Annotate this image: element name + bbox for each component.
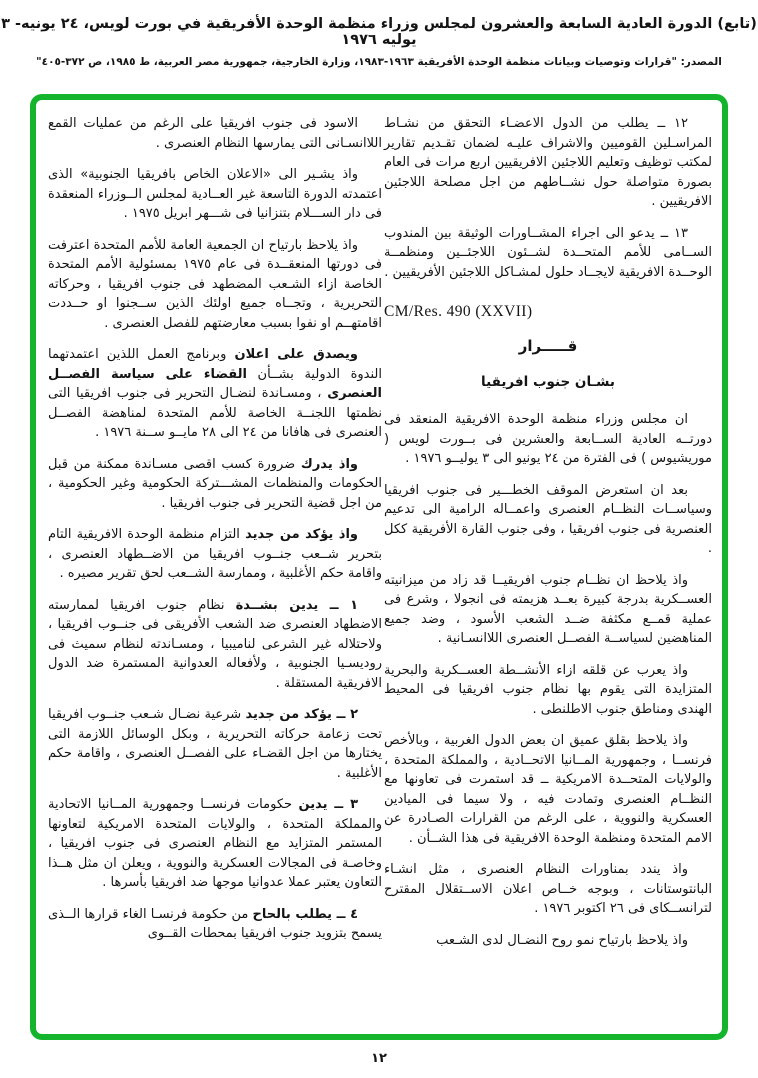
text-run: واذ يلاحظ ان نظــام جنوب افريقيــا قد زاد من ميزانيته العســكرية بدرجة كبيرة بعــد هزيمته فى انجولا ، وشرع فى عملية قمــع مكثفة ضــد الشعب الأسود ، وضد جميع المناهضين لسياســة الفصــل العنصرى اللاانسـانية . [384, 572, 712, 646]
preamble-council [384, 410, 712, 469]
preamble-un-general-assembly [48, 236, 382, 334]
text-run: وبرنامج العمل اللذين اعتمدتهما الندوة الدولية بشــأن [48, 347, 382, 382]
text-run: واذ يلاحظ بارتياح ان الجمعية العامة للأمم المتحدة اعترفت فى دورتها المنعقــدة فى عام ١٩٧٥ بمسئولية الأمم المتحدة الخاصة ازاء الشـعب المضطهد فى جنوب افريقيا ، وحركاته التحريرية ، وتجــاه جميع اولئك الذين ســجنوا او حــددت اقامتهــم او نفوا بسبب معارضتهم للفصل العنصرى . [48, 237, 382, 331]
text-run: CM/Res. 490 (XXVII) [384, 303, 533, 320]
preamble-military-budget [384, 571, 712, 649]
preamble-declaration-southern-africa [48, 165, 382, 224]
column-right [384, 114, 712, 962]
bold-text-run: واذ يؤكد من جديد [245, 527, 359, 542]
preamble-struggle-spirit [384, 931, 712, 951]
text-run: ان مجلس وزراء منظمة الوحدة الافريقية المنعقد فى دورتــه العادية الســابعة والعشرين فى بــورت لويس ( موريشيوس ) فى الفترة من ٢٤ يونيو الى ٣ يوليــو ١٩٧٦ . [384, 412, 712, 466]
content-frame [30, 94, 728, 1040]
text-run: من حكومة فرنسـا الغاء قرارها الــذى يسمح بتزويد جنوب افريقيا بمحطات القــوى [48, 906, 382, 941]
operative-3 [48, 795, 382, 893]
bold-text-run: ٢ ــ يؤكد من جديد [245, 707, 358, 722]
bold-text-run: القضاء على سياسة الفصــل العنصرى [48, 366, 382, 401]
text-run: ، ومسـاندة لنضـال التحرير فى جنوب افريقيا التى نظمتها اللجنــة الخاصة للأمم المتحدة لمناهضة الفصــل العنصرى فى هافانا من ٢٤ الى ٢٨ مايــو ســنة ١٩٧٦ . [48, 386, 382, 440]
text-run: التزام منظمة الوحدة الافريقية التام بتحرير شــعب جنــوب افريقيا من الاضــطهاد العنصرى ، واقامة حكم الأغلبية ، وممارسة الشــعب لحق تقرير مصيره . [48, 527, 382, 581]
header-source-line: المصدر: "قرارات وتوصيات وبيانات منظمة الوحدة الأفريقية ١٩٦٣-١٩٨٣، وزارة الخارجية، جمهورية مصر العربية، ط ١٩٨٥، ص ٣٧٢-٤٠٥" [36, 56, 722, 68]
text-run: حكومات فرنســا وجمهورية المــانيا الاتحادية والمملكة المتحدة ، والولايات المتحدة الامريكية لتعاونها المستمر المتزايد مع النظام العنصرى فى جنوب افريقيا ، وخاصـة فى المجالات العسكرية والنووية ، ويعلن ان مثل هــذا التعاون يعتبر عملا عدوانيا موجها ضد افريقيا بأسرها . [48, 797, 382, 890]
resolution-reference [384, 300, 712, 323]
bold-text-run: ٣ ــ يدين [298, 797, 358, 812]
text-run: ١٣ ــ يدعو الى اجراء المشــاورات الوثيقة بين المندوب الســامى للأمم المتحــدة لشــئون اللاجئــين ومنظمــة الوحــدة الافريقية لايجــاد حلول لمشـاكل اللاجئين الأفريقيين . [384, 225, 712, 280]
preamble-review [384, 481, 712, 559]
preamble-oau-commitment [48, 525, 382, 584]
preamble-support-need [48, 455, 382, 514]
text-run: ضرورة كسب اقصى مسـاندة ممكنة من قبل الحكومات والمنظمات المشـــتركة الحكومية وغير الحكومية ، من اجل قضية التحرير فى جنوب افريقيا . [48, 456, 382, 511]
text-run: واذ يلاحظ بارتياح نمو روح النضـال لدى الشـعب [436, 932, 688, 948]
text-run: واذ يشـير الى «الاعلان الخاص بافريقيا الجنوبية» الذى اعتمدته الدورة التاسعة غير العــادية لمجلس الــوزراء المنعقدة فى دار الســـلام بتنزانيا فى شـــهر ابريل ١٩٧٥ . [48, 167, 382, 221]
preamble-naval-activities [384, 661, 712, 720]
preamble-bantustans [384, 860, 712, 919]
page-header [0, 16, 758, 68]
resolution-subject [384, 372, 712, 392]
text-run: شرعية نضـال شـعب جنــوب افريقيا تحت زعامة حركاته التحريرية ، وبكل الوسائل اللازمة التى يختارها من اجل القضـاء على الفصــل العنصرى ، واقامة حكم الأغلبية . [48, 707, 382, 781]
text-run: واذ يندد بمناورات النظام العنصرى ، مثل انشـاء البانتوستانات ، وبوجه خــاص اعلان الاســتقلال المقترح لترانســكاى فى ٢٦ اكتوبر ١٩٧٦ . [384, 862, 712, 916]
continuation-struggle-spirit [48, 114, 382, 153]
resolution-title [384, 335, 712, 358]
preamble-havana-seminar [48, 345, 382, 443]
bold-text-run: بشـان جنوب افريقيا [481, 373, 615, 390]
bold-text-run: قـــــرار [518, 337, 578, 356]
bold-text-run: ويصدق على اعلان [234, 347, 358, 362]
preamble-western-states [384, 731, 712, 848]
bold-text-run: ٤ ــ يطلب بالحاح [252, 906, 359, 922]
text-run: الاسود فى جنوب افريقيا على الرغم من عمليات القمع اللاانسـانى التى يمارسها النظام العنصرى . [48, 116, 382, 151]
operative-2 [48, 705, 382, 783]
text-run: بعد ان استعرض الموقف الخطـــير فى جنوب افريقيا وسياســات النظــام العنصرى واعمــاله الرامية الى تدعيم العنصرية فى جنوب افريقيا ، وفى جنوب القارة الأفريقية ككل . [384, 482, 712, 556]
bold-text-run: ١ ــ يدين بشــدة [235, 597, 358, 613]
column-left [48, 114, 382, 956]
text-run: واذ يلاحظ بقلق عميق ان بعض الدول الغربية ، وبالأخص فرنســا ، وجمهورية المــانيا الاتحــادية ، والمملكة المتحدة ، والولايات المتحــدة الامريكية ــ قد استمرت فى تعاونها مع النظــام العنصرى وتمادت فيه ، ولا سيما فى الميادين العسكرية والنووية ، على الرغم من القرارات الصـادرة عن الامم المتحدة ومنظمة الوحدة الافريقية فى هذا الشــأن . [384, 733, 712, 846]
header-session-title: (تابع) الدورة العادية السابعة والعشرون لمجلس وزراء منظمة الوحدة الأفريقية في بورت لويس، ٢٤ يونيه- ٣ يوليه ١٩٧٦ [1, 16, 757, 48]
text-run: واذ يعرب عن قلقه ازاء الأنشــطة العســكرية والبحرية المتزايدة التى يقوم بها نظام جنوب افريقيا فى المحيط الهندى ومناطق جنوب الاطلنطى . [384, 662, 712, 717]
operative-4 [48, 905, 382, 944]
clause-12 [384, 114, 712, 212]
operative-1 [48, 596, 382, 694]
text-run: ١٢ ــ يطلب من الدول الاعضـاء التحقق من نشـاط المراسـلين القوميين والاشراف عليـه لضمان تقـديم تقارير لمكتب توظيف وتعليم اللاجئين الافريقيين اربع مرات فى العام بصورة متواصلة حول نشــاطهم من اجل مصلحة اللاجئين الافريقيين . [384, 116, 712, 209]
page-number: ١٢ [371, 1051, 387, 1066]
clause-13 [384, 224, 712, 283]
bold-text-run: واذ يدرك [300, 456, 358, 472]
text-run: نظام جنوب افريقيا لممارسته الاضطهاد العنصرى ضد الشعب الأفريقى فى جنــوب افريقيا ، ولاحتلاله غير الشرعى لناميبيا ، ومسـاندته لنظام سميث فى روديسـيا الجنوبية ، ولأفعاله العدوانية المستمرة ضد الدول الافريقية المستقلة . [48, 597, 382, 691]
